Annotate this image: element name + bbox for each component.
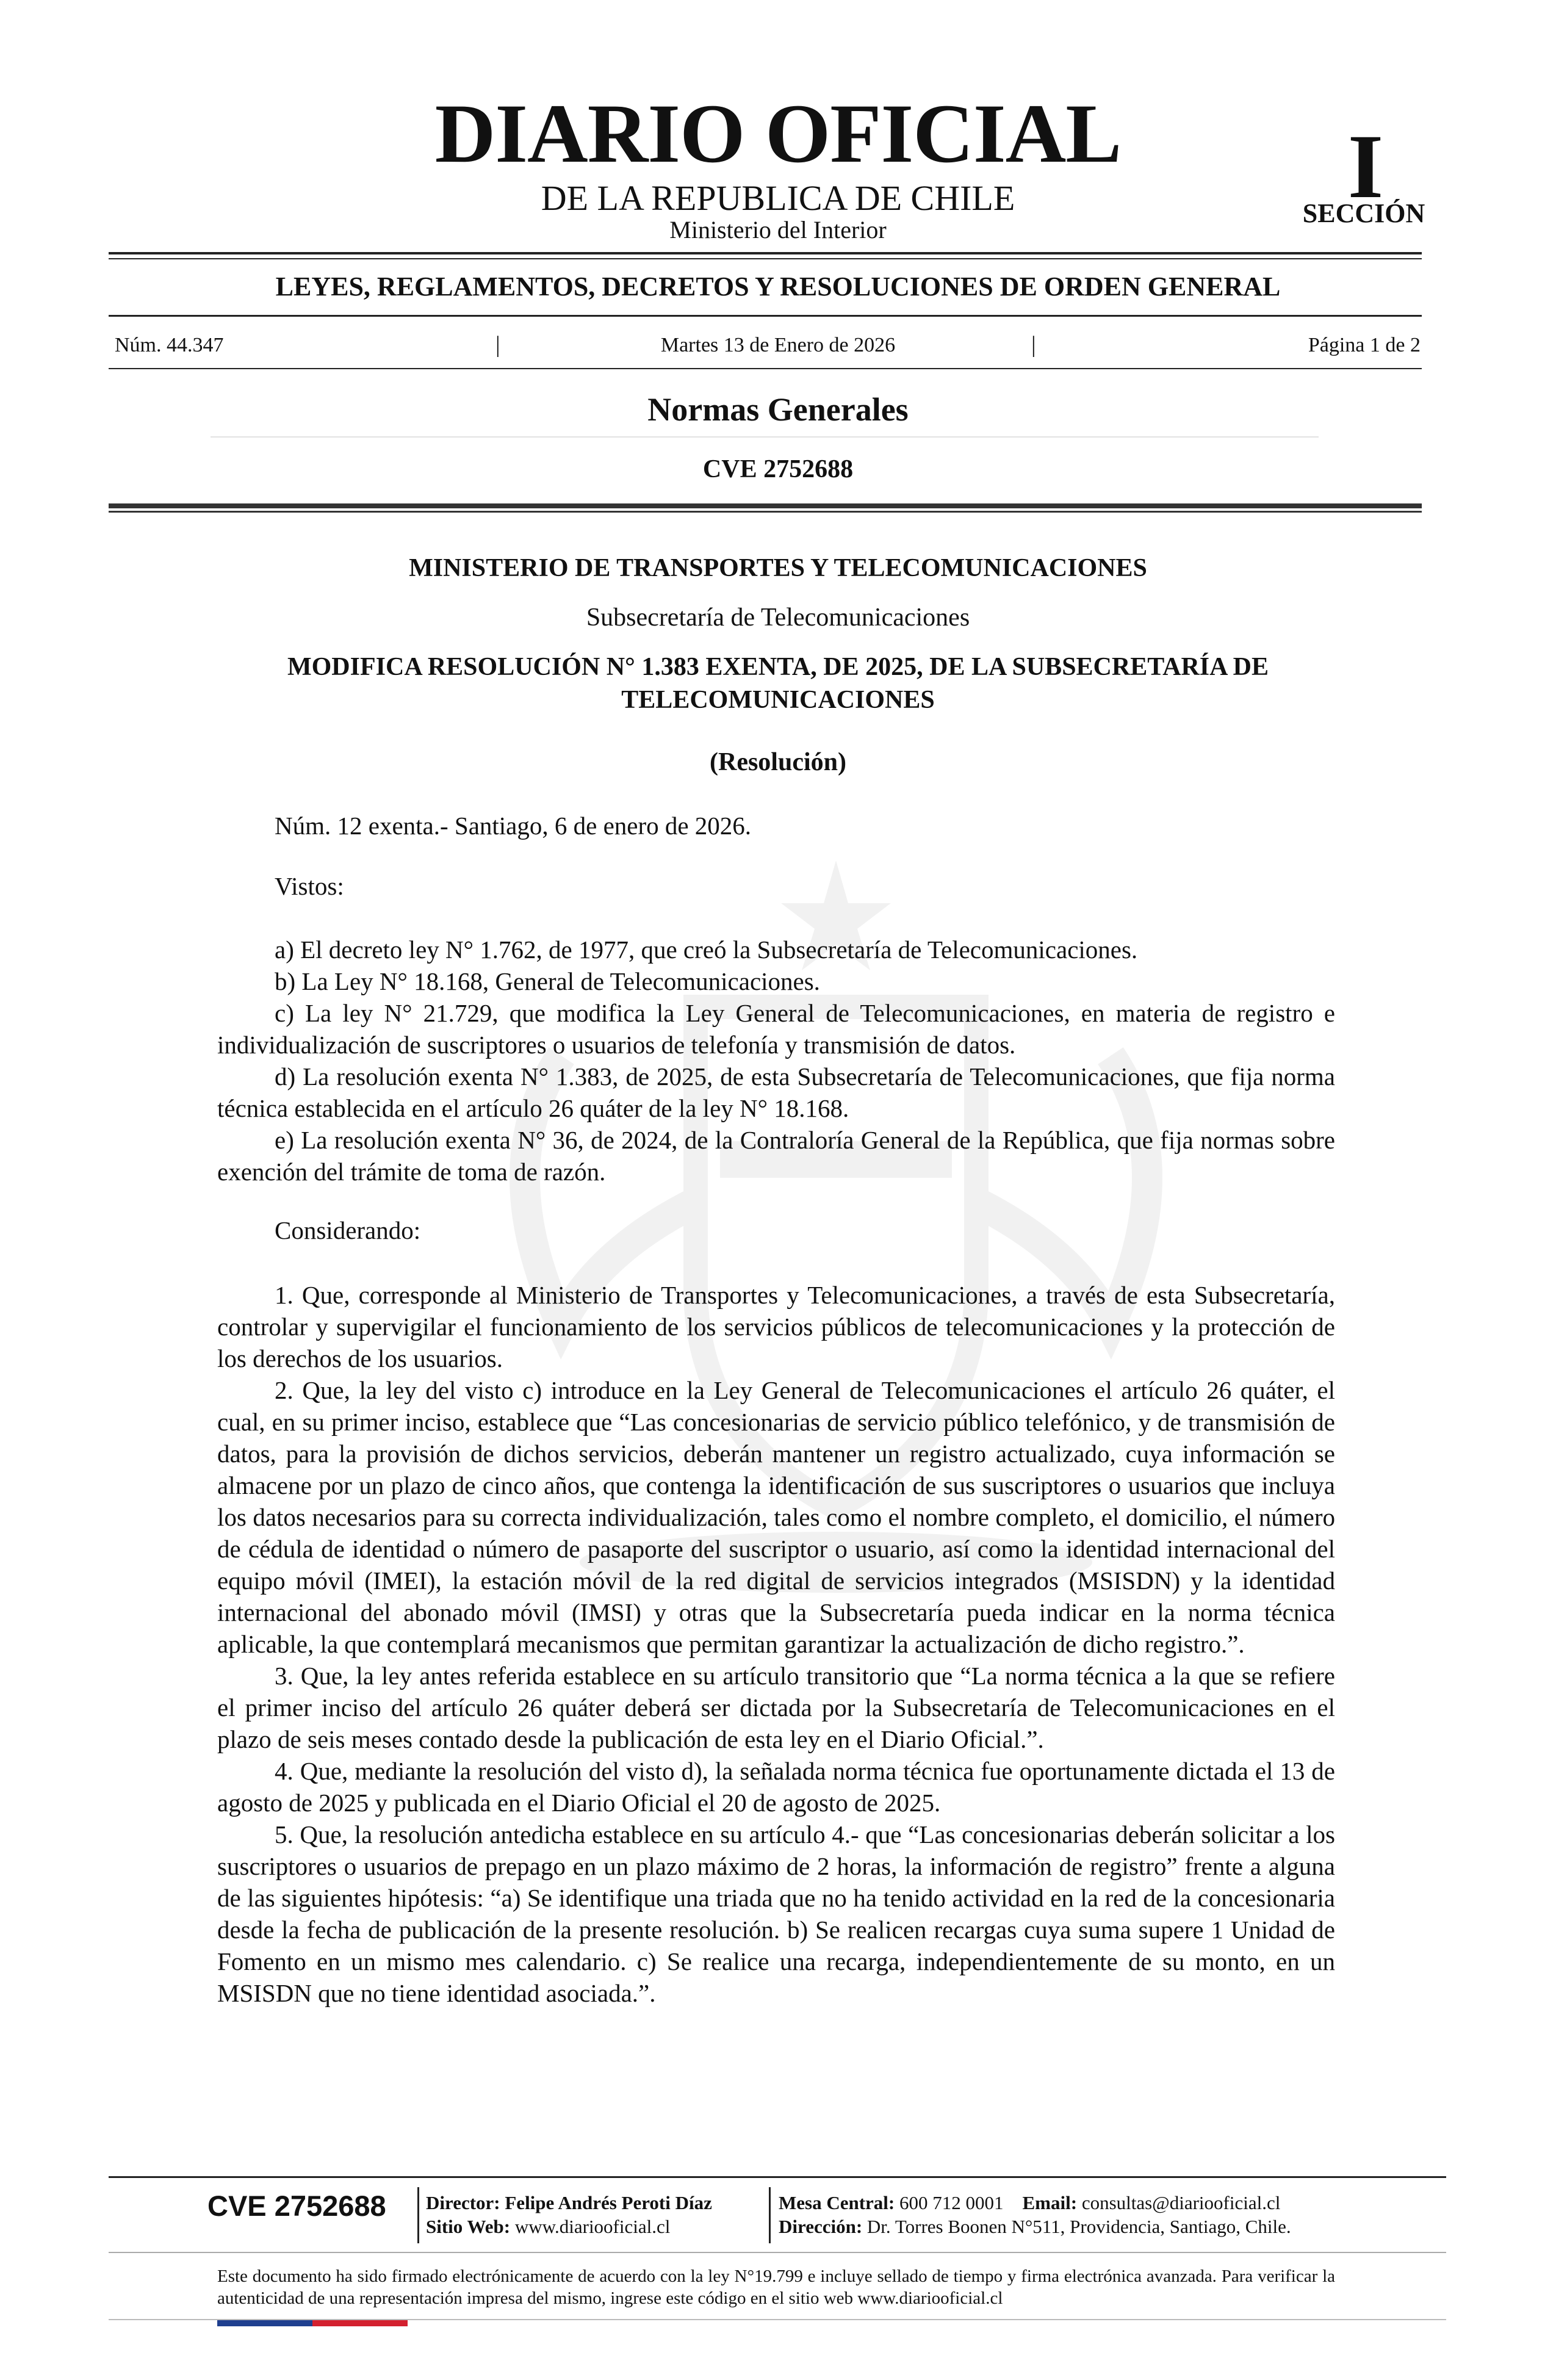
footer-rule-light	[109, 2252, 1446, 2253]
info-separator: |	[495, 332, 500, 358]
document-type: (Resolución)	[710, 748, 846, 776]
considerando-item: 5. Que, la resolución antedicha establece en su artículo 4.- que “Las concesionarias deberán solicitar a los suscriptores o usuarios de prepago en un plazo máximo de 2 horas, la información de registro” frente a alguna de las siguientes hipótesis: “a) Se identifique una triada que no ha tenido actividad en la red de la concesionaria desde la fecha de publicación de la presente resolución. b) Se realicen recargas cuya suma supere 1 Unidad de Fomento en un mismo mes calendario. c) Se realice una recarga, independientemente de su monto, en un MSISDN que no tiene identidad asociada.”.	[217, 1820, 1335, 2007]
considerando-item: 4. Que, mediante la resolución del visto d), la señalada norma técnica fue oportunamente dictada el 13 de agosto de 2025 y publicada en el Diario Oficial el 20 de agosto de 2025.	[217, 1757, 1335, 1817]
divider-rule-light	[211, 436, 1319, 438]
section-number: I	[1347, 116, 1384, 217]
website-link[interactable]: www.diariooficial.cl	[514, 2216, 671, 2237]
footer-address	[779, 2215, 1291, 2238]
newspaper-title: DIARIO OFICIAL	[434, 87, 1122, 180]
vistos-item: b) La Ley N° 18.168, General de Telecomunicaciones.	[275, 967, 820, 995]
phone-number: 600 712 0001	[899, 2192, 1004, 2213]
website-label: Sitio Web:	[426, 2216, 511, 2237]
footer-separator	[417, 2187, 419, 2243]
considerando-item: 3. Que, la ley antes referida establece en su artículo transitorio que “La norma técnica a la que se refiere el primer inciso del artículo 26 quáter deberá ser dictada por la Subsecretaría de Telecomunicaciones en el plazo de seis meses contado desde la publicación de esta ley en el Diario Oficial.”.	[217, 1662, 1335, 1753]
phone-label: Mesa Central:	[779, 2192, 895, 2213]
footer-separator	[769, 2187, 771, 2243]
flag-stripe-red	[312, 2320, 408, 2326]
vistos-item: d) La resolución exenta N° 1.383, de 2025, de esta Subsecretaría de Telecomunicaciones, que fija norma técnica establecida en el artículo 26 quáter de la ley N° 18.168.	[217, 1062, 1335, 1122]
footer-disclaimer: Este documento ha sido firmado electrónicamente de acuerdo con la ley N°19.799 e incluye sellado de tiempo y firma electrónica avanzada. Para verificar la autenticidad de una representación impresa del mismo, ingrese este código en el sitio web www.diariooficial.cl	[217, 2266, 1335, 2308]
divider-rule	[109, 511, 1422, 513]
flag-stripe-blue	[217, 2320, 312, 2326]
vistos-list	[217, 934, 1335, 1188]
considerando-item: 2. Que, la ley del visto c) introduce en la Ley General de Telecomunicaciones el artículo 26 quáter, el cual, en su primer inciso, establece que “Las concesionarias de servicio público telefónico, y de transmisión de datos, para la provisión de dichos servicios, deberán mantener un registro actualizado, cuya información se almacene por un plazo de cinco años, que contenga la identificación de sus suscriptores o usuarios que incluya los datos necesarios para su correcta individualización, tales como el nombre completo, el domicilio, el número de cédula de identidad o número de pasaporte del suscriptor o usuario, así como la identidad internacional del equipo móvil (IMEI), la estación móvil de la red digital de servicios integrados (MSISDN) y la identidad internacional del abonado móvil (IMSI) y otras que la Subsecretaría pueda indicar en la norma técnica aplicable, la que contemplará mecanismos que permitan garantizar la actualización de dicho registro.”.	[217, 1376, 1335, 1658]
divider-rule	[109, 368, 1422, 369]
footer-cve-code: CVE 2752688	[207, 2190, 386, 2222]
cve-code: CVE 2752688	[702, 455, 854, 483]
address-text: Dr. Torres Boonen N°511, Providencia, Santiago, Chile.	[866, 2216, 1291, 2237]
considerando-item: 1. Que, corresponde al Ministerio de Transportes y Telecomunicaciones, a través de esta Subsecretaría, controlar y supervigilar el funcionamiento de los servicios públicos de telecomunicaciones y la protección de los derechos de los usuarios.	[217, 1281, 1335, 1372]
issue-date: Martes 13 de Enero de 2026	[660, 334, 896, 356]
address-label: Dirección:	[779, 2216, 863, 2237]
footer-director	[426, 2191, 712, 2215]
document-title-line2: TELECOMUNICACIONES	[621, 686, 935, 714]
director-name: Felipe Andrés Peroti Díaz	[505, 2192, 712, 2213]
email-label: Email:	[1022, 2192, 1078, 2213]
vistos-item: e) La resolución exenta N° 36, de 2024, de la Contraloría General de la República, que fija normas sobre exención del trámite de toma de razón.	[217, 1126, 1335, 1186]
info-separator: |	[1031, 332, 1036, 358]
considerando-heading: Considerando:	[275, 1216, 421, 1244]
director-label: Director:	[426, 2192, 500, 2213]
newspaper-subtitle: DE LA REPUBLICA DE CHILE	[541, 178, 1015, 218]
page-indicator: Página 1 de 2	[1308, 334, 1421, 356]
newspaper-ministry: Ministerio del Interior	[669, 216, 887, 243]
document-ministry: MINISTERIO DE TRANSPORTES Y TELECOMUNICACIONES	[409, 554, 1147, 582]
section-band: LEYES, REGLAMENTOS, DECRETOS Y RESOLUCIONES DE ORDEN GENERAL	[275, 272, 1281, 301]
vistos-item: c) La ley N° 21.729, que modifica la Ley General de Telecomunicaciones, en materia de registro e individualización de suscriptores o usuarios de telefonía y transmisión de datos.	[217, 999, 1335, 1059]
divider-rule	[109, 315, 1422, 317]
divider-rule	[109, 258, 1422, 259]
considerando-list	[217, 1279, 1335, 2009]
footer-website	[426, 2215, 670, 2238]
norm-type-title: Normas Generales	[647, 391, 909, 428]
vistos-heading: Vistos:	[275, 872, 344, 900]
document-subsecretaria: Subsecretaría de Telecomunicaciones	[586, 604, 970, 632]
divider-rule	[109, 252, 1422, 254]
issue-number: Núm. 44.347	[115, 334, 224, 356]
vistos-item: a) El decreto ley N° 1.762, de 1977, que creó la Subsecretaría de Telecomunicaciones.	[275, 936, 1138, 964]
divider-rule-thick	[109, 503, 1422, 508]
resolution-number: Núm. 12 exenta.- Santiago, 6 de enero de 2026.	[275, 812, 752, 840]
email-link[interactable]: consultas@diariooficial.cl	[1081, 2192, 1281, 2213]
document-title-line1: MODIFICA RESOLUCIÓN N° 1.383 EXENTA, DE 2025, DE LA SUBSECRETARÍA DE	[287, 653, 1269, 681]
footer-contact	[779, 2191, 1280, 2215]
footer-rule	[109, 2176, 1446, 2178]
section-label: SECCIÓN	[1302, 198, 1425, 228]
